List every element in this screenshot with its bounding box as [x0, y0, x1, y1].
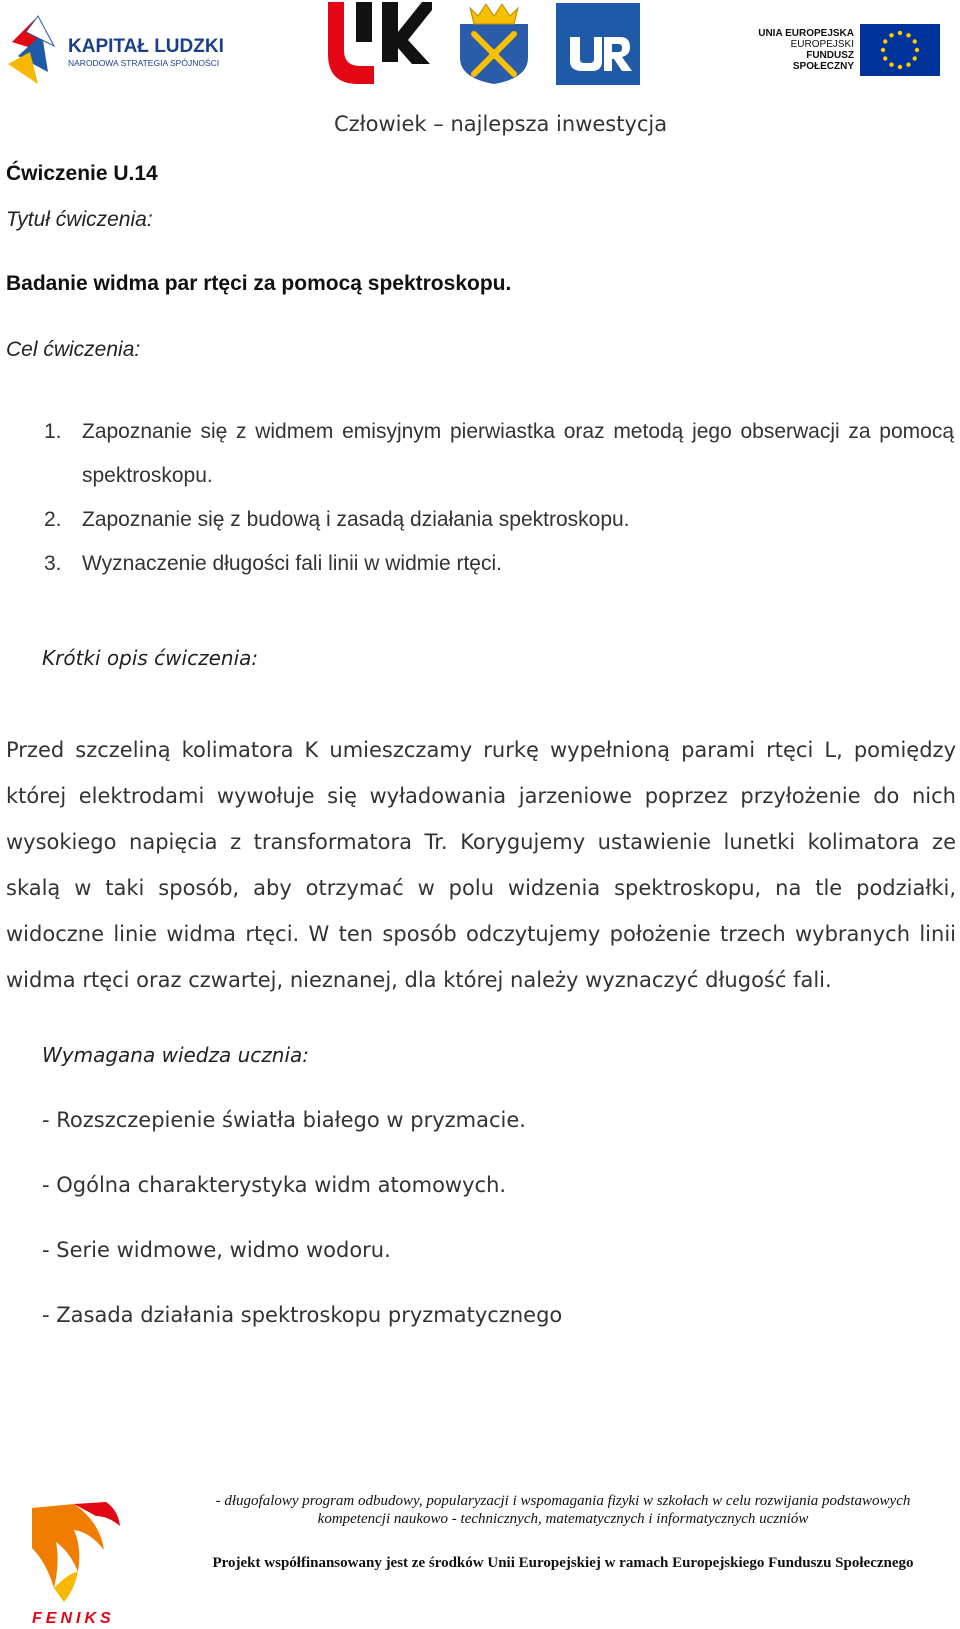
knowledge-item: - Zasada działania spektroskopu pryzmatycznego	[42, 1303, 563, 1327]
aim-item	[44, 498, 954, 542]
aim-text: Zapoznanie się z budową i zasadą działania spektroskopu.	[82, 508, 630, 531]
eu-star-icon	[883, 56, 887, 60]
knowledge-label: Wymagana wiedza ucznia:	[42, 1043, 310, 1067]
exercise-number: Ćwiczenie U.14	[6, 162, 158, 185]
footer-program-line1: - długofalowy program odbudowy, popularyzacji i wspomagania fizyki w szkołach w celu rozwijania podstawowych	[215, 1493, 911, 1509]
feniks-logo	[30, 1502, 140, 1627]
description-text: Przed szczeliną kolimatora K umieszczamy rurkę wypełnioną parami rtęci L, pomiędzy której elektrodami wywołuje się wyładowania jarzeniowe poprzez przyłożenie do nich wysokiego napięcia z transformatora Tr. Korygujemy ustawienie lunetki kolimatora ze skalą w taki sposób, aby otrzymać w polu widzenia spektroskopu, na tle podziałki, widoczne linie widma rtęci. W ten sposób odczytujemy położenie trzech wybranych linii widma rtęci oraz czwartej, nieznanej, dla której należy wyznaczyć długość fali.	[6, 738, 956, 992]
exercise-title: Badanie widma par rtęci za pomocą spektroskopu.	[6, 272, 512, 295]
aim-number: 2.	[44, 508, 62, 531]
knowledge-item: - Serie widmowe, widmo wodoru.	[42, 1238, 391, 1262]
eu-star-icon	[889, 33, 893, 37]
eu-text-logo	[744, 28, 854, 72]
ur-logo	[556, 3, 640, 85]
eu-text-line3: FUNDUSZ SPOŁECZNY	[792, 50, 854, 72]
aim-number: 3.	[44, 552, 62, 575]
aims-list	[44, 410, 954, 586]
footer-funding-text: Projekt współfinansowany jest ze środków Unii Europejskiej w ramach Europejskiego Funduszu Społecznego	[212, 1555, 914, 1571]
eu-star-icon	[883, 39, 887, 43]
title-label: Tytuł ćwiczenia:	[6, 208, 153, 231]
eu-star-icon	[889, 63, 893, 67]
eu-star-icon	[913, 56, 917, 60]
feniks-logo-text: FENIKS	[32, 1610, 115, 1627]
eu-flag-icon	[860, 24, 940, 76]
kapital-ludzki-logo	[8, 12, 248, 84]
kapital-ludzki-subtitle: NARODOWA STRATEGIA SPÓJNOŚCI	[68, 58, 220, 68]
aim-item	[44, 542, 954, 586]
eu-text-line1: UNIA EUROPEJSKA	[758, 28, 854, 39]
kapital-ludzki-title: KAPITAŁ LUDZKI	[68, 36, 224, 57]
eu-star-icon	[913, 39, 917, 43]
footer-program-line2: kompetencji naukowo - technicznych, matematycznych i informatycznych uczniów	[317, 1511, 809, 1527]
eu-star-icon	[906, 33, 910, 37]
eu-star-icon	[898, 65, 902, 69]
eu-star-icon	[906, 63, 910, 67]
aim-text: Zapoznanie się z widmem emisyjnym pierwiastka oraz metodą jego obserwacji za pomocą spektroskopu.	[82, 420, 954, 487]
university-crest-logo	[456, 2, 532, 84]
knowledge-item: - Rozszczepienie światła białego w pryzmacie.	[42, 1108, 526, 1132]
aims-label: Cel ćwiczenia:	[6, 338, 141, 361]
eu-star-icon	[881, 48, 885, 52]
uj-logo	[322, 2, 432, 84]
slogan: Człowiek – najlepsza inwestycja	[334, 112, 668, 136]
eu-star-icon	[898, 31, 902, 35]
aim-item	[44, 410, 954, 498]
eu-text-line2: EUROPEJSKI	[790, 39, 854, 50]
knowledge-item: - Ogólna charakterystyka widm atomowych.	[42, 1173, 507, 1197]
footer-program-text	[168, 1492, 958, 1528]
eu-star-icon	[915, 48, 919, 52]
description-label: Krótki opis ćwiczenia:	[42, 646, 259, 670]
aim-text: Wyznaczenie długości fali linii w widmie rtęci.	[82, 552, 502, 575]
aim-number: 1.	[44, 420, 62, 443]
